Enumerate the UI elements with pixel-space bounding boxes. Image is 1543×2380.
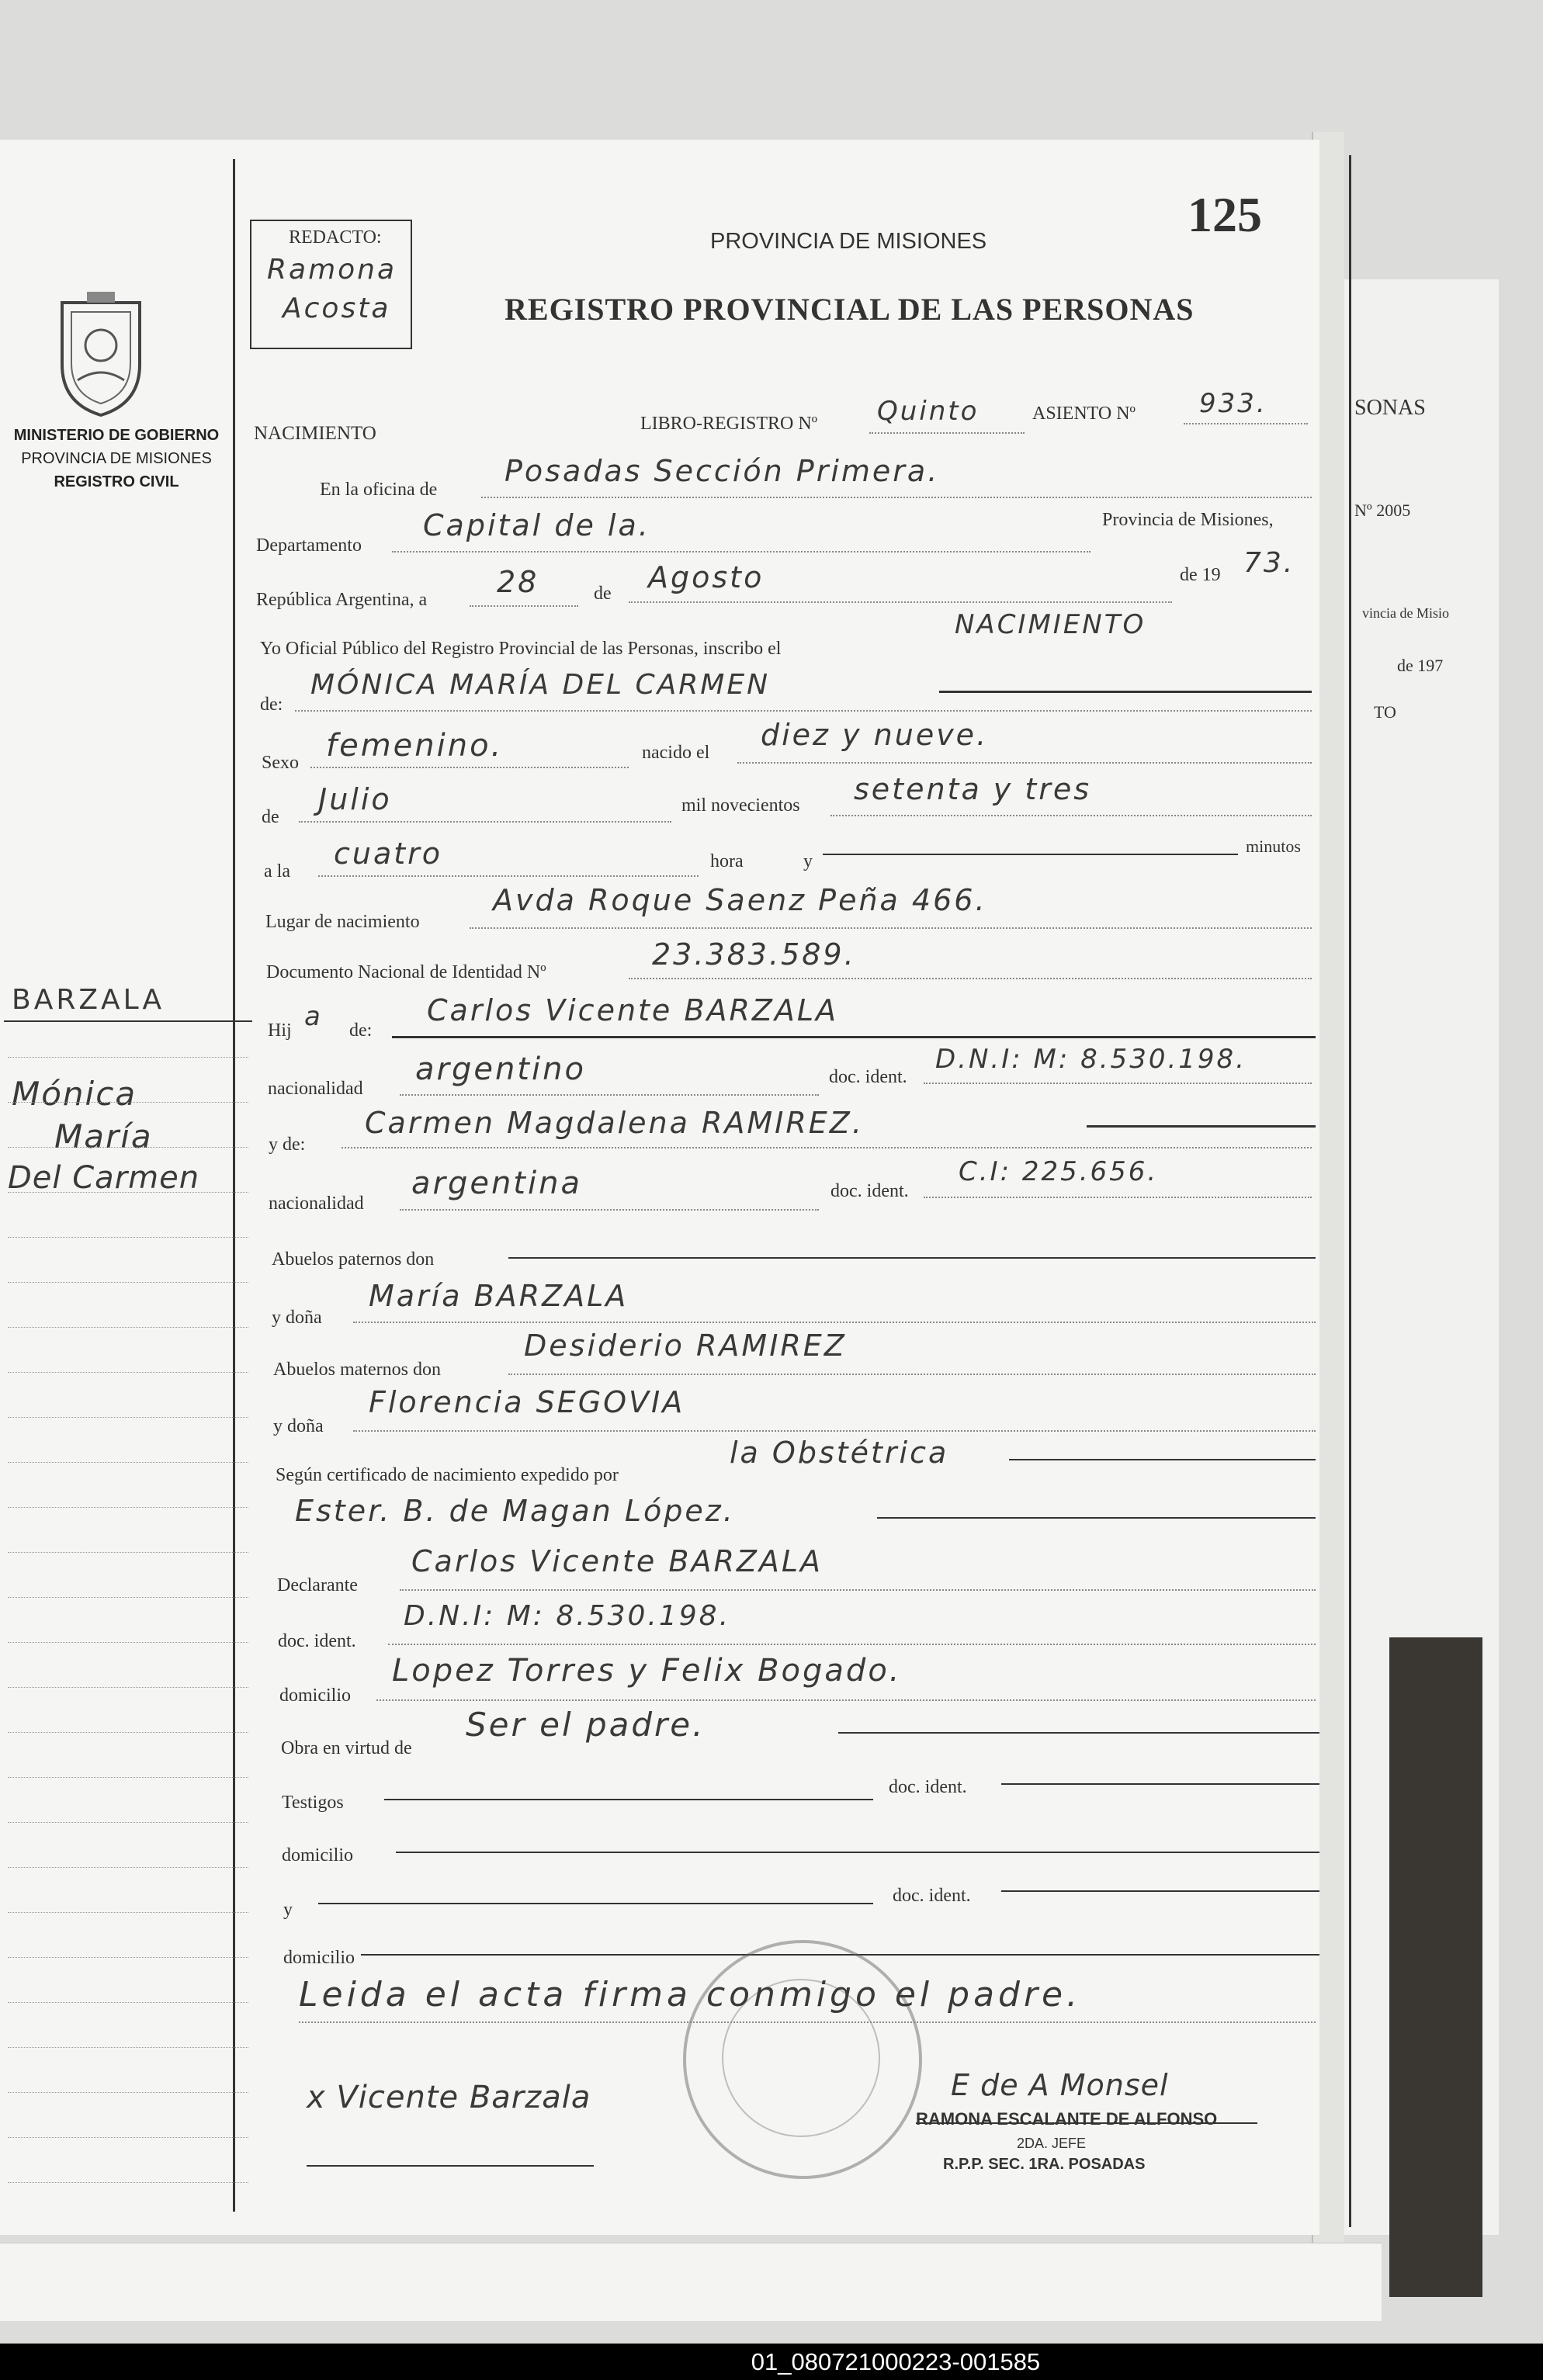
margin-rule-line — [8, 1822, 248, 1823]
margin-rule-line — [8, 2137, 248, 2138]
asiento-dotted-line — [1184, 423, 1308, 424]
abuela-materna-value: Florencia SEGOVIA — [369, 1385, 685, 1419]
asiento-value: 933. — [1199, 388, 1267, 419]
margin-rule-line — [8, 1642, 248, 1643]
declarante-doc-dotted-line — [388, 1644, 1316, 1645]
abuela-materna-label: y doña — [273, 1416, 324, 1436]
provincia-label: Provincia de Misiones, — [1102, 510, 1274, 530]
official-name-stamp: RAMONA ESCALANTE DE ALFONSO — [916, 2109, 1218, 2129]
libro-value: Quinto — [877, 396, 980, 427]
year-label: de 19 — [1180, 565, 1221, 585]
mil-novecientos-value: setenta y tres — [854, 772, 1092, 806]
oficina-dotted-line — [481, 497, 1312, 498]
margin-rule-line — [8, 2047, 248, 2048]
hijo-suffix: a — [304, 1001, 323, 1032]
abuelo-materno-dotted-line — [508, 1374, 1316, 1375]
margin-rule-line — [8, 1777, 248, 1778]
birth-month-de-label: de — [262, 807, 279, 827]
month-value: Agosto — [648, 560, 765, 594]
birth-month-value: Julio — [318, 782, 392, 816]
mother-docident-label: doc. ident. — [830, 1181, 909, 1201]
sexo-value: femenino. — [326, 728, 504, 764]
oficina-value: Posadas Sección Primera. — [505, 454, 940, 488]
oficial-value: NACIMIENTO — [955, 609, 1146, 640]
father-nationality-dotted-line — [400, 1094, 819, 1096]
margin-rule-line — [8, 2092, 248, 2093]
image-id-label: 01_080721000223-001585 — [751, 2348, 1041, 2375]
day-dotted-line — [470, 605, 578, 607]
right-rule — [1349, 155, 1351, 2227]
testigo1-line — [384, 1799, 873, 1800]
asiento-label: ASIENTO Nº — [1032, 404, 1136, 424]
segun-line2-filler — [877, 1517, 1316, 1519]
official-office-stamp: R.P.P. SEC. 1RA. POSADAS — [943, 2156, 1146, 2173]
margin-rule-line — [8, 1462, 248, 1463]
declarante-label: Declarante — [277, 1575, 358, 1595]
birth-month-dotted-line — [299, 821, 671, 823]
declarante-signature-line — [307, 2165, 594, 2167]
name-filler-line — [939, 691, 1312, 693]
margin-given-2: María — [54, 1117, 153, 1155]
abuelo-materno-value: Desiderio RAMIREZ — [524, 1329, 847, 1363]
yde-label: y de: — [269, 1135, 306, 1155]
abuela-materna-dotted-line — [353, 1430, 1316, 1432]
margin-given-1: Mónica — [12, 1075, 137, 1113]
adjacent-type-fragment: TO — [1374, 702, 1396, 722]
margin-given-3: Del Carmen — [8, 1160, 200, 1196]
margin-rule-line — [8, 1102, 248, 1103]
father-nationality-label: nacionalidad — [268, 1079, 363, 1099]
margin-rule-line — [8, 1912, 248, 1913]
redacto-box — [250, 220, 412, 349]
testigo2-y-label: y — [283, 1900, 293, 1920]
nacido-value: diez y nueve. — [761, 718, 989, 752]
leida-statement: Leida el acta firma conmigo el padre. — [299, 1975, 1082, 2015]
province-heading: PROVINCIA DE MISIONES — [710, 229, 987, 254]
mother-doc-value: C.I: 225.656. — [959, 1156, 1159, 1187]
testigo1-domicilio-label: domicilio — [282, 1845, 353, 1866]
hora-dotted-line — [318, 875, 699, 877]
hijo-de-label: de: — [349, 1020, 373, 1041]
father-docident-label: doc. ident. — [829, 1067, 907, 1087]
margin-rule-line — [8, 1732, 248, 1733]
adjacent-number-fragment: Nº 2005 — [1354, 501, 1411, 520]
margin-rule-line — [8, 1507, 248, 1508]
nacido-label: nacido el — [642, 743, 710, 763]
testigo1-domicilio-line — [396, 1852, 1319, 1853]
mother-nationality-value: argentina — [411, 1166, 582, 1201]
mother-nationality-label: nacionalidad — [269, 1193, 364, 1214]
declarante-signature: x Vicente Barzala — [307, 2080, 591, 2115]
page-number: 125 — [1188, 187, 1262, 242]
abuelo-paterno-filler-line — [508, 1257, 1316, 1259]
father-value: Carlos Vicente BARZALA — [427, 993, 839, 1027]
libro-label: LIBRO-REGISTRO Nº — [640, 414, 818, 434]
ministry-line3: REGISTRO CIVIL — [54, 473, 179, 490]
official-signature: E de A Monsel — [951, 2068, 1169, 2102]
father-doc-value: D.N.I: M: 8.530.198. — [935, 1044, 1247, 1075]
obra-filler-line — [838, 1732, 1319, 1734]
redacto-name-line1: Ramona — [267, 254, 397, 286]
margin-rule-line — [8, 1552, 248, 1553]
day-value: 28 — [497, 565, 539, 599]
adjacent-year-fragment: de 197 — [1397, 656, 1444, 675]
hora-label: hora — [710, 851, 744, 871]
margin-rule-line — [8, 1687, 248, 1688]
year-value: 73. — [1243, 547, 1295, 579]
margin-rule — [233, 159, 235, 2212]
margin-surname-line — [4, 1020, 252, 1022]
margin-surname: BARZALA — [12, 984, 165, 1016]
segun-value-line2: Ester. B. de Magan López. — [295, 1494, 735, 1528]
domicilio-dotted-line — [376, 1699, 1316, 1701]
margin-rule-line — [8, 1327, 248, 1328]
ministry-line2: PROVINCIA DE MISIONES — [21, 450, 212, 467]
abuelos-paternos-label: Abuelos paternos don — [272, 1249, 435, 1270]
oficial-text: Yo Oficial Público del Registro Provincial de las Personas, inscribo el — [260, 639, 782, 659]
de-name-label: de: — [260, 695, 283, 715]
obra-label: Obra en virtud de — [281, 1738, 412, 1758]
margin-rule-line — [8, 1957, 248, 1958]
lugar-value: Avda Roque Saenz Peña 466. — [493, 883, 987, 917]
y-label: y — [803, 851, 813, 871]
segun-value: la Obstétrica — [730, 1436, 949, 1470]
minutos-label: minutos — [1246, 837, 1301, 856]
libro-dotted-line — [869, 432, 1025, 434]
domicilio-label: domicilio — [279, 1685, 351, 1706]
month-dotted-line — [629, 601, 1172, 603]
republica-label: República Argentina, a — [256, 590, 428, 610]
testigo1-docident-label: doc. ident. — [889, 1777, 967, 1797]
hora-value: cuatro — [334, 837, 443, 871]
domicilio-value: Lopez Torres y Felix Bogado. — [392, 1653, 902, 1689]
declarante-value: Carlos Vicente BARZALA — [411, 1544, 824, 1578]
mother-value: Carmen Magdalena RAMIREZ. — [365, 1106, 864, 1140]
mil-novecientos-dotted-line — [830, 815, 1312, 816]
segun-label: Según certificado de nacimiento expedido por — [276, 1465, 619, 1485]
lugar-dotted-line — [470, 927, 1312, 929]
book-cover-edge — [1389, 1637, 1482, 2297]
margin-rule-line — [8, 1417, 248, 1418]
declarante-doc-value: D.N.I: M: 8.530.198. — [404, 1600, 731, 1632]
mother-filler-line — [1087, 1125, 1316, 1128]
record-type-label: NACIMIENTO — [254, 423, 376, 444]
departamento-value: Capital de la. — [423, 508, 650, 542]
de-label: de — [594, 584, 612, 604]
abuela-paterna-value: María BARZALA — [369, 1279, 629, 1313]
testigo2-doc-line — [1001, 1890, 1319, 1892]
leida-dotted-line — [299, 2021, 1316, 2023]
dni-value: 23.383.589. — [652, 937, 856, 972]
adjacent-header-fragment: SONAS — [1354, 396, 1426, 420]
testigo1-doc-line — [1001, 1783, 1319, 1785]
lugar-label: Lugar de nacimiento — [265, 912, 420, 932]
dni-label: Documento Nacional de Identidad Nº — [266, 962, 546, 982]
margin-rule-line — [8, 2002, 248, 2003]
margin-rule-line — [8, 1372, 248, 1373]
segun-filler-line — [1009, 1459, 1316, 1460]
testigo2-docident-label: doc. ident. — [893, 1886, 971, 1906]
mil-novecientos-label: mil novecientos — [681, 795, 800, 816]
testigo2-line — [318, 1903, 873, 1904]
abuelos-maternos-label: Abuelos maternos don — [273, 1360, 441, 1380]
father-nationality-value: argentino — [415, 1051, 586, 1087]
ministry-line1: MINISTERIO DE GOBIERNO — [13, 427, 220, 444]
margin-rule-line — [8, 1597, 248, 1598]
father-underline — [392, 1036, 1316, 1038]
mother-dotted-line — [342, 1147, 1312, 1148]
mother-doc-dotted-line — [924, 1197, 1312, 1198]
ala-label: a la — [264, 861, 290, 882]
margin-rule-line — [8, 1147, 248, 1148]
hijo-label: Hij — [268, 1020, 292, 1041]
margin-rule-line — [8, 2182, 248, 2183]
registry-heading: REGISTRO PROVINCIAL DE LAS PERSONAS — [505, 292, 1195, 327]
abuela-paterna-label: y doña — [272, 1308, 322, 1328]
obra-value: Ser el padre. — [466, 1706, 706, 1744]
redacto-name-line2: Acosta — [283, 293, 391, 324]
declarante-docident-label: doc. ident. — [278, 1631, 356, 1651]
father-doc-dotted-line — [924, 1083, 1312, 1084]
sexo-dotted-line — [310, 767, 629, 768]
page-bottom — [0, 2243, 1382, 2321]
sexo-label: Sexo — [262, 753, 299, 773]
name-value: MÓNICA MARÍA DEL CARMEN — [310, 669, 771, 701]
departamento-dotted-line — [392, 551, 1091, 553]
oficina-label: En la oficina de — [320, 480, 438, 500]
province-crest-icon — [47, 287, 155, 419]
departamento-label: Departamento — [256, 535, 362, 556]
margin-rule-line — [8, 1057, 248, 1058]
testigos-label: Testigos — [282, 1793, 344, 1813]
abuela-paterna-dotted-line — [353, 1322, 1316, 1323]
official-title-stamp: 2DA. JEFE — [1017, 2136, 1087, 2151]
dni-dotted-line — [629, 978, 1312, 979]
margin-rule-line — [8, 1282, 248, 1283]
mother-nationality-dotted-line — [400, 1209, 819, 1211]
margin-rule-line — [8, 1192, 248, 1193]
margin-rule-line — [8, 1237, 248, 1238]
adjacent-province-fragment: vincia de Misio — [1362, 605, 1449, 621]
nacido-dotted-line — [737, 762, 1312, 764]
testigo2-domicilio-label: domicilio — [283, 1948, 355, 1968]
declarante-dotted-line — [400, 1589, 1316, 1591]
margin-rule-line — [8, 1867, 248, 1868]
minutos-filler-line — [823, 854, 1238, 855]
redacto-label: REDACTO: — [289, 227, 382, 248]
name-dotted-line — [295, 710, 1312, 712]
